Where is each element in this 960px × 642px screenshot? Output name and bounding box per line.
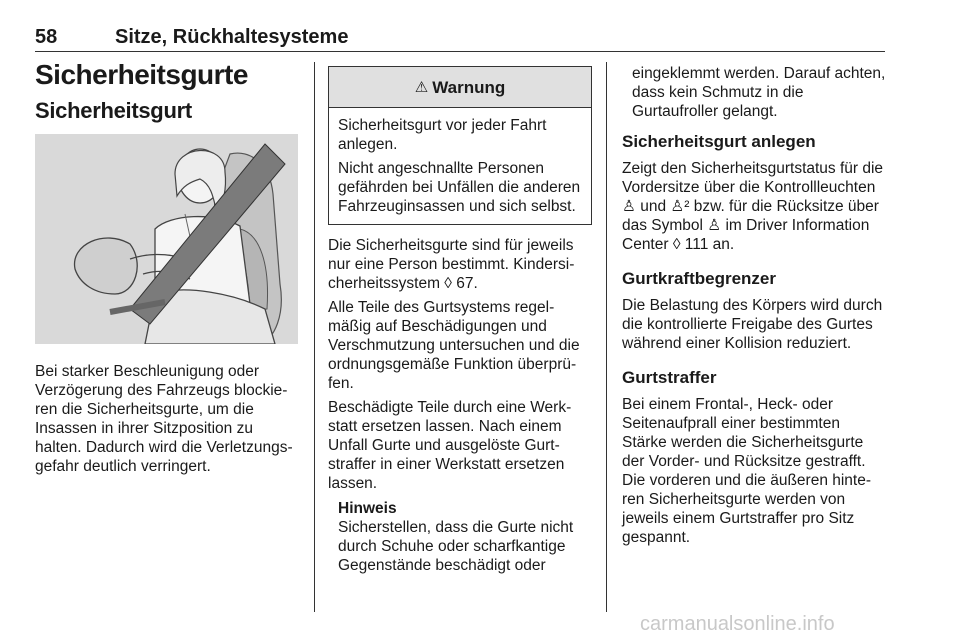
note-block	[328, 499, 592, 575]
watermark: carmanualsonline.info	[640, 613, 835, 635]
note-title: Hinweis	[338, 500, 397, 517]
column-3	[622, 56, 888, 552]
subsection-heading: Sicherheitsgurt	[35, 98, 192, 123]
warning-box	[328, 66, 592, 225]
page-number: 58	[35, 26, 58, 48]
column-divider	[314, 62, 315, 612]
running-title: Sitze, Rückhaltesysteme	[115, 26, 349, 48]
warning-header	[329, 67, 591, 108]
body-paragraph: Die Belastung des Körpers wird durch die kontrollierte Freigabe des Gurtes während einer Kollision reduziert.	[622, 297, 883, 352]
subheading: Gurtkraftbegrenzer	[622, 269, 776, 288]
header-rule	[35, 51, 885, 52]
body-paragraph: Bei starker Beschleunigung oder Verzögerung des Fahrzeugs blockieren die Sicherheitsgurte, um die Insassen in ihrer Sitzposition zu halten. Dadurch wird die Verletzungsgefahr deutlich verringert.	[35, 363, 293, 475]
body-paragraph: Bei einem Frontal-, Heck- oder Seitenaufprall einer bestimmten Stärke werden die Sicherheitsgurte der Vorder- und Rücksitze gestrafft. Die vorderen und die äußeren hinteren Sicherheitsgurte werden von jeweils einem Gurtstraffer pro Sitz gespannt.	[622, 396, 872, 546]
column-divider	[606, 62, 607, 612]
spacer	[328, 225, 592, 236]
body-paragraph: Beschädigte Teile durch eine Werkstatt ersetzen lassen. Nach einem Unfall Gurte und ausgelöste Gurtstraffer in einer Werkstatt ersetzen lassen.	[328, 399, 572, 492]
warning-paragraph: Sicherheitsgurt vor jeder Fahrt anlegen.	[338, 117, 547, 153]
warning-triangle-icon: ⚠	[414, 78, 429, 96]
warning-paragraph: Nicht angeschnallte Personen gefährden bei Unfällen die anderen Fahrzeuginsassen und sich selbst.	[338, 160, 581, 215]
note-text: Sicherstellen, dass die Gurte nicht durch Schuhe oder scharfkantige Gegenstände beschädigt oder	[338, 519, 574, 574]
seatbelt-illustration-drawing	[35, 134, 298, 344]
subheading: Gurtstraffer	[622, 368, 717, 387]
page-header	[35, 26, 885, 52]
subheading: Sicherheitsgurt anlegen	[622, 132, 816, 151]
warning-body	[329, 108, 591, 224]
note-continuation: eingeklemmt werden. Darauf achten, dass kein Schmutz in die Gurtaufroller gelangt.	[632, 65, 886, 120]
body-paragraph: Zeigt den Sicherheitsgurtstatus für die Vordersitze über die Kontrollleuchten ♙ und ♙² bzw. für die Rücksitze über das Symbol ♙ im Driver Information Center ◊ 111 an.	[622, 160, 884, 253]
warning-title: Warnung	[432, 77, 506, 97]
column-1	[35, 56, 300, 481]
body-paragraph: Die Sicherheitsgurte sind für jeweils nur eine Person bestimmt. Kindersicherheitssystem ◊ 67.	[328, 237, 575, 292]
column-2	[328, 56, 592, 575]
section-heading: Sicherheitsgurte	[35, 59, 248, 90]
seatbelt-illustration	[35, 134, 298, 344]
body-paragraph: Alle Teile des Gurtsystems regelmäßig auf Beschädigungen und Verschmutzung untersuchen und die ordnungsgemäße Funktion überprüfen.	[328, 299, 580, 392]
